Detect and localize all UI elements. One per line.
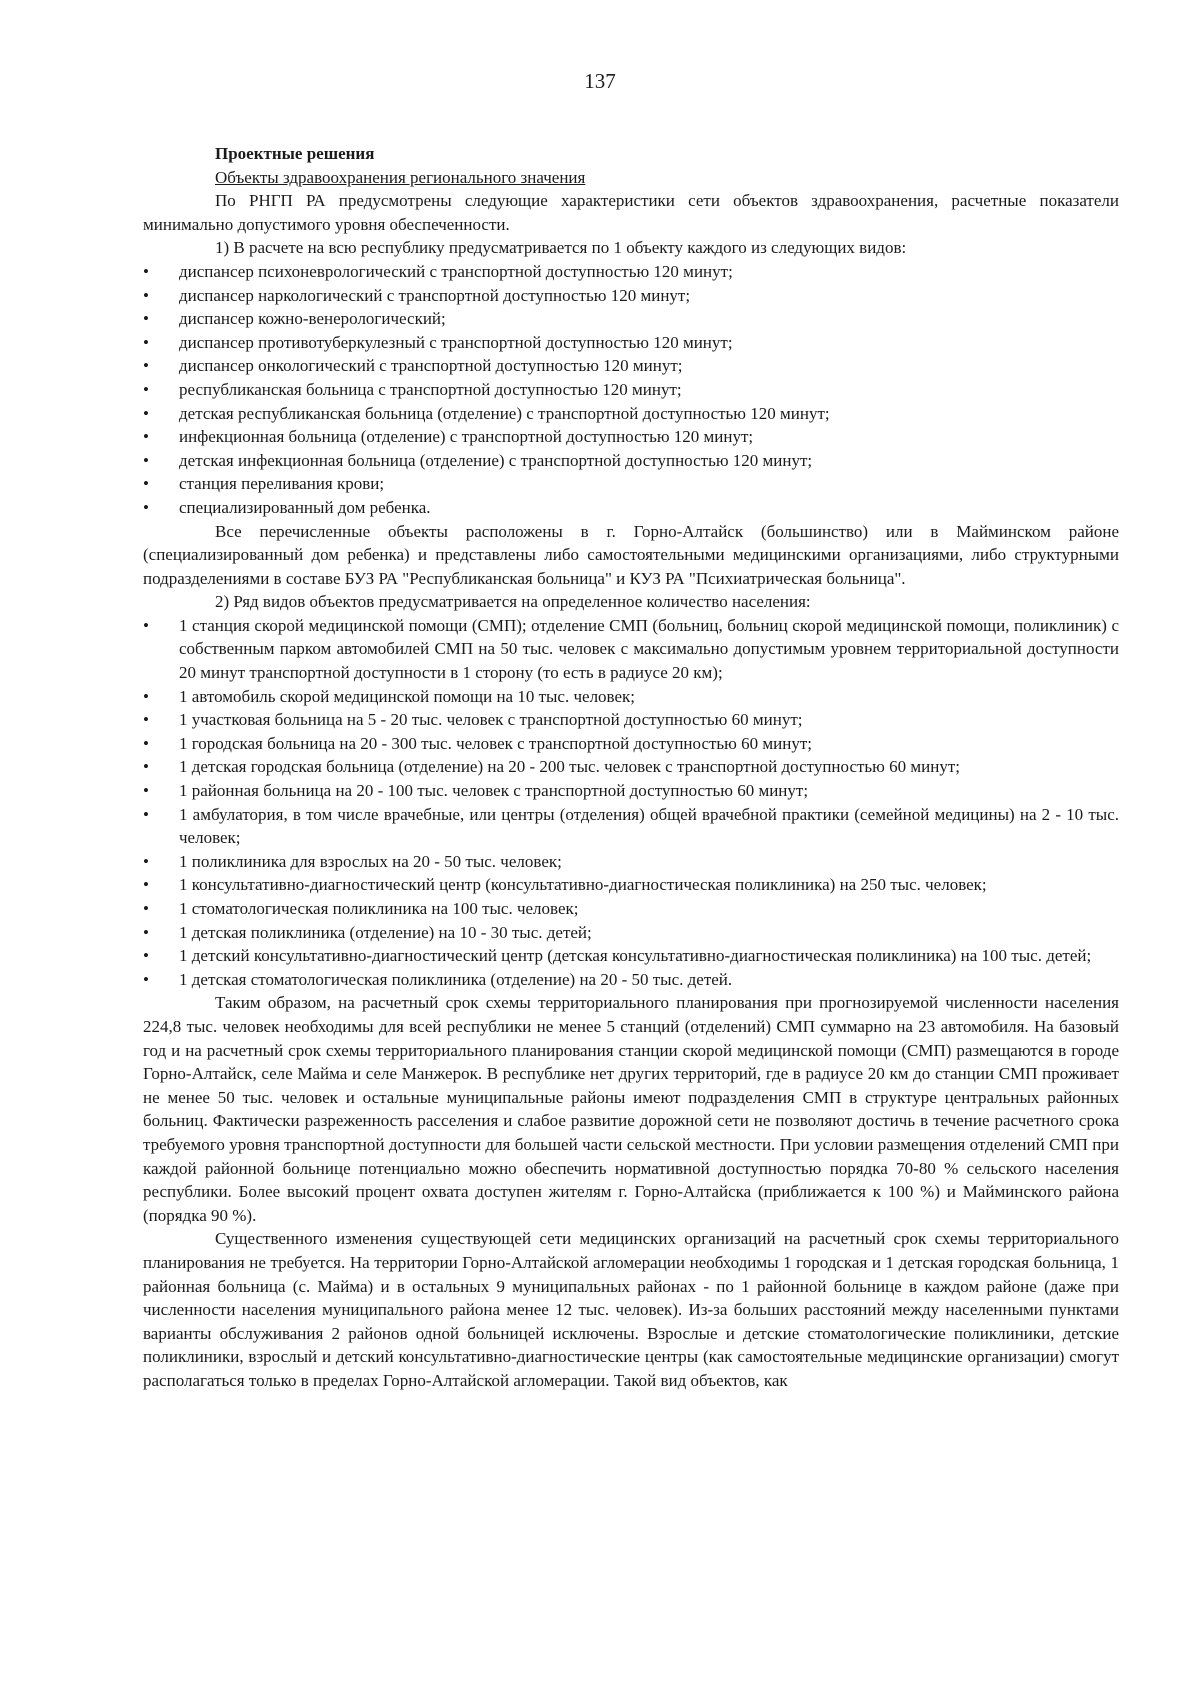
- network-paragraph: Существенного изменения существующей сети медицинских организаций на расчетный срок схемы территориального планирования не требуется. На территории Горно-Алтайской агломерации необходимы 1 городская и 1 детская городская больница, 1 районная больница (с. Майма) и в остальных 9 муниципальных районах - по 1 районной больнице в каждом районе (даже при численности населения муниципального района менее 12 тыс. человек). Из-за больших расстояний между населенными пунктами варианты обслуживания 2 районов одной больницей исключены. Взрослые и детские стоматологические поликлиники, детские поликлиники, взрослый и детский консультативно-диагностические центры (как самостоятельные медицинские организации) смогут располагаться только в пределах Горно-Алтайской агломерации. Такой вид объектов, как: [143, 1229, 1119, 1390]
- list-item: • республиканская больница с транспортной доступностью 120 минут;: [143, 378, 1119, 402]
- list-item: • 1 консультативно-диагностический центр (консультативно-диагностическая поликлиника) на 250 тыс. человек;: [143, 873, 1119, 897]
- list-item: • диспансер кожно-венерологический;: [143, 307, 1119, 331]
- section-subheading: Объекты здравоохранения регионального значения: [215, 167, 586, 187]
- section1-list: [143, 260, 1119, 520]
- intro-paragraph: По РНГП РА предусмотрены следующие характеристики сети объектов здравоохранения, расчетные показатели минимально допустимого уровня обеспеченности.: [143, 191, 1119, 234]
- list-item: • 1 районная больница на 20 - 100 тыс. человек с транспортной доступностью 60 минут;: [143, 779, 1119, 803]
- page-number: 137: [584, 69, 616, 93]
- section1-lead: 1) В расчете на всю республику предусматривается по 1 объекту каждого из следующих видов:: [215, 238, 907, 258]
- list-item: • 1 детская поликлиника (отделение) на 10 - 30 тыс. детей;: [143, 921, 1119, 945]
- list-item: • детская республиканская больница (отделение) с транспортной доступностью 120 минут;: [143, 402, 1119, 426]
- list-item: • 1 поликлиника для взрослых на 20 - 50 тыс. человек;: [143, 850, 1119, 874]
- list-item: • 1 детский консультативно-диагностический центр (детская консультативно-диагностическая поликлиника) на 100 тыс. детей;: [143, 944, 1119, 968]
- document-body: [143, 142, 1119, 1392]
- list-item: • 1 детская стоматологическая поликлиника (отделение) на 20 - 50 тыс. детей.: [143, 968, 1119, 992]
- list-item: • диспансер противотуберкулезный с транспортной доступностью 120 минут;: [143, 331, 1119, 355]
- list-item: • 1 станция скорой медицинской помощи (СМП); отделение СМП (больниц, больниц скорой медицинской помощи, поликлиник) с собственным парком автомобилей СМП на 50 тыс. человек с максимально допустимым уровнем территориальной доступности 20 минут транспортной доступности в 1 сторону (то есть в радиусе 20 км);: [143, 614, 1119, 685]
- section1-note: Все перечисленные объекты расположены в г. Горно-Алтайск (большинство) или в Майминском районе (специализированный дом ребенка) и представлены либо самостоятельными медицинскими организациями, либо структурными подразделениями в составе БУЗ РА "Республиканская больница" и КУЗ РА "Психиатрическая больница".: [143, 521, 1119, 588]
- list-item: • детская инфекционная больница (отделение) с транспортной доступностью 120 минут;: [143, 449, 1119, 473]
- list-item: • 1 участковая больница на 5 - 20 тыс. человек с транспортной доступностью 60 минут;: [143, 708, 1119, 732]
- list-item: • инфекционная больница (отделение) с транспортной доступностью 120 минут;: [143, 425, 1119, 449]
- section-heading: Проектные решения: [215, 144, 375, 163]
- list-item: • 1 автомобиль скорой медицинской помощи на 10 тыс. человек;: [143, 685, 1119, 709]
- smp-paragraph: Таким образом, на расчетный срок схемы территориального планирования при прогнозируемой численности населения 224,8 тыс. человек необходимы для всей республики не менее 5 станций (отделений) СМП суммарно на 23 автомобиля. На базовый год и на расчетный срок схемы территориального планирования станции скорой медицинской помощи (СМП) размещаются в городе Горно-Алтайск, селе Майма и селе Манжерок. В республике нет других территорий, где в радиусе 20 км до станции СМП проживает не менее 50 тыс. человек и остальные муниципальные районы имеют подразделения СМП в структуре центральных районных больниц. Фактически разреженность расселения и слабое развитие дорожной сети не позволяют достичь в течение расчетного срока требуемого уровня транспортной доступности для большей части сельской местности. При условии размещения отделений СМП при каждой районной больнице потенциально можно обеспечить нормативной доступностью порядка 70-80 % сельского населения республики. Более высокий процент охвата доступен жителям г. Горно-Алтайска (приближается к 100 %) и Майминского района (порядка 90 %).: [143, 993, 1119, 1225]
- section2-lead: 2) Ряд видов объектов предусматривается на определенное количество населения:: [215, 592, 811, 612]
- list-item: • диспансер онкологический с транспортной доступностью 120 минут;: [143, 354, 1119, 378]
- list-item: • 1 городская больница на 20 - 300 тыс. человек с транспортной доступностью 60 минут;: [143, 732, 1119, 756]
- list-item: • 1 детская городская больница (отделение) на 20 - 200 тыс. человек с транспортной доступностью 60 минут;: [143, 755, 1119, 779]
- section2-list: [143, 614, 1119, 992]
- list-item: • специализированный дом ребенка.: [143, 496, 1119, 520]
- list-item: • 1 амбулатория, в том числе врачебные, или центры (отделения) общей врачебной практики (семейной медицины) на 2 - 10 тыс. человек;: [143, 803, 1119, 850]
- list-item: • диспансер наркологический с транспортной доступностью 120 минут;: [143, 284, 1119, 308]
- list-item: • станция переливания крови;: [143, 472, 1119, 496]
- list-item: • 1 стоматологическая поликлиника на 100 тыс. человек;: [143, 897, 1119, 921]
- list-item: • диспансер психоневрологический с транспортной доступностью 120 минут;: [143, 260, 1119, 284]
